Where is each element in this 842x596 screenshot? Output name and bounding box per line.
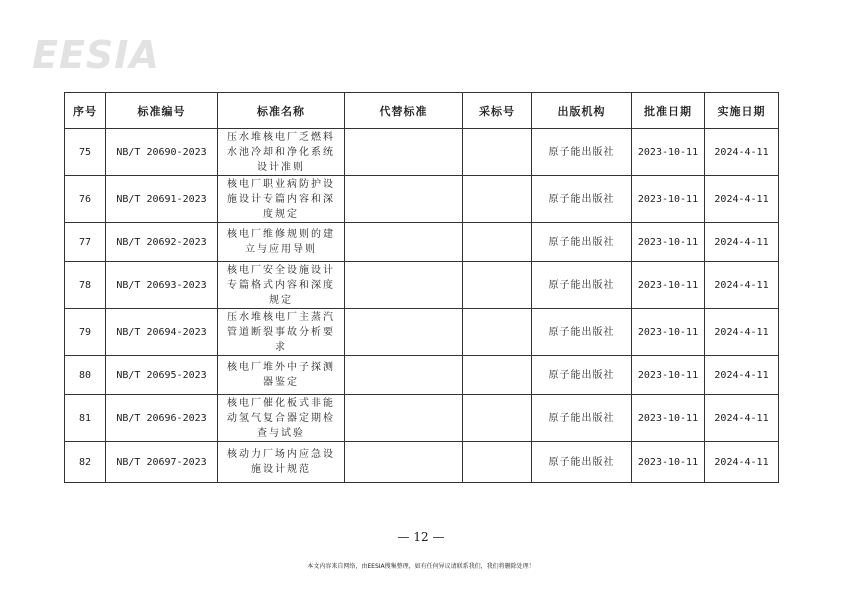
cell-approved: 2023-10-11 bbox=[632, 395, 705, 442]
cell-name: 压水堆核电厂乏燃料水池冷却和净化系统设计准则 bbox=[218, 129, 345, 176]
cell-publisher: 原子能出版社 bbox=[532, 309, 632, 356]
cell-effective: 2024-4-11 bbox=[705, 309, 779, 356]
cell-effective: 2024-4-11 bbox=[705, 356, 779, 395]
cell-name: 压水堆核电厂主蒸汽管道断裂事故分析要求 bbox=[218, 309, 345, 356]
header-cell: 批准日期 bbox=[632, 93, 705, 129]
cell-replaces bbox=[345, 223, 463, 262]
cell-publisher: 原子能出版社 bbox=[532, 442, 632, 483]
cell-replaces bbox=[345, 262, 463, 309]
cell-name: 核电厂催化板式非能动氢气复合器定期检查与试验 bbox=[218, 395, 345, 442]
cell-no: 81 bbox=[65, 395, 106, 442]
cell-adopted bbox=[463, 129, 532, 176]
cell-replaces bbox=[345, 129, 463, 176]
cell-adopted bbox=[463, 309, 532, 356]
cell-code: NB/T 20693-2023 bbox=[106, 262, 218, 309]
cell-publisher: 原子能出版社 bbox=[532, 129, 632, 176]
cell-name: 核电厂堆外中子探测器鉴定 bbox=[218, 356, 345, 395]
header-cell: 标准名称 bbox=[218, 93, 345, 129]
cell-adopted bbox=[463, 356, 532, 395]
cell-approved: 2023-10-11 bbox=[632, 223, 705, 262]
cell-adopted bbox=[463, 176, 532, 223]
cell-no: 75 bbox=[65, 129, 106, 176]
cell-replaces bbox=[345, 176, 463, 223]
table-row bbox=[65, 262, 779, 309]
table-header-row bbox=[65, 93, 779, 129]
eesia-logo: EESIA bbox=[32, 33, 160, 77]
header-cell: 采标号 bbox=[463, 93, 532, 129]
header-cell: 序号 bbox=[65, 93, 106, 129]
cell-no: 76 bbox=[65, 176, 106, 223]
cell-adopted bbox=[463, 262, 532, 309]
cell-adopted bbox=[463, 442, 532, 483]
header-cell: 代替标准 bbox=[345, 93, 463, 129]
cell-replaces bbox=[345, 395, 463, 442]
cell-code: NB/T 20690-2023 bbox=[106, 129, 218, 176]
cell-approved: 2023-10-11 bbox=[632, 176, 705, 223]
cell-approved: 2023-10-11 bbox=[632, 442, 705, 483]
cell-publisher: 原子能出版社 bbox=[532, 262, 632, 309]
table-row bbox=[65, 356, 779, 395]
cell-effective: 2024-4-11 bbox=[705, 223, 779, 262]
table-row bbox=[65, 129, 779, 176]
cell-replaces bbox=[345, 356, 463, 395]
cell-code: NB/T 20696-2023 bbox=[106, 395, 218, 442]
cell-no: 79 bbox=[65, 309, 106, 356]
cell-effective: 2024-4-11 bbox=[705, 262, 779, 309]
cell-approved: 2023-10-11 bbox=[632, 309, 705, 356]
cell-code: NB/T 20695-2023 bbox=[106, 356, 218, 395]
cell-replaces bbox=[345, 309, 463, 356]
cell-publisher: 原子能出版社 bbox=[532, 223, 632, 262]
cell-code: NB/T 20692-2023 bbox=[106, 223, 218, 262]
cell-name: 核电厂维修规则的建立与应用导则 bbox=[218, 223, 345, 262]
cell-publisher: 原子能出版社 bbox=[532, 356, 632, 395]
cell-no: 78 bbox=[65, 262, 106, 309]
table-row bbox=[65, 176, 779, 223]
cell-code: NB/T 20697-2023 bbox=[106, 442, 218, 483]
header-cell: 实施日期 bbox=[705, 93, 779, 129]
cell-effective: 2024-4-11 bbox=[705, 442, 779, 483]
footer-notice: 本文内容来自网络，由EESIA搜集整理，如有任何异议请联系我们，我们将删除处理！ bbox=[307, 563, 535, 570]
cell-effective: 2024-4-11 bbox=[705, 395, 779, 442]
cell-code: NB/T 20691-2023 bbox=[106, 176, 218, 223]
cell-adopted bbox=[463, 395, 532, 442]
cell-name: 核动力厂场内应急设施设计规范 bbox=[218, 442, 345, 483]
cell-name: 核电厂安全设施设计专篇格式内容和深度规定 bbox=[218, 262, 345, 309]
table-row bbox=[65, 395, 779, 442]
table-row bbox=[65, 223, 779, 262]
table-row bbox=[65, 309, 779, 356]
cell-effective: 2024-4-11 bbox=[705, 129, 779, 176]
cell-approved: 2023-10-11 bbox=[632, 356, 705, 395]
cell-no: 77 bbox=[65, 223, 106, 262]
standards-table bbox=[64, 92, 779, 483]
cell-name: 核电厂职业病防护设施设计专篇内容和深度规定 bbox=[218, 176, 345, 223]
cell-no: 80 bbox=[65, 356, 106, 395]
header-cell: 出版机构 bbox=[532, 93, 632, 129]
cell-effective: 2024-4-11 bbox=[705, 176, 779, 223]
cell-no: 82 bbox=[65, 442, 106, 483]
cell-replaces bbox=[345, 442, 463, 483]
cell-publisher: 原子能出版社 bbox=[532, 395, 632, 442]
cell-approved: 2023-10-11 bbox=[632, 262, 705, 309]
cell-approved: 2023-10-11 bbox=[632, 129, 705, 176]
cell-adopted bbox=[463, 223, 532, 262]
cell-code: NB/T 20694-2023 bbox=[106, 309, 218, 356]
cell-publisher: 原子能出版社 bbox=[532, 176, 632, 223]
page-number: — 12 — bbox=[397, 530, 445, 544]
header-cell: 标准编号 bbox=[106, 93, 218, 129]
table-row bbox=[65, 442, 779, 483]
